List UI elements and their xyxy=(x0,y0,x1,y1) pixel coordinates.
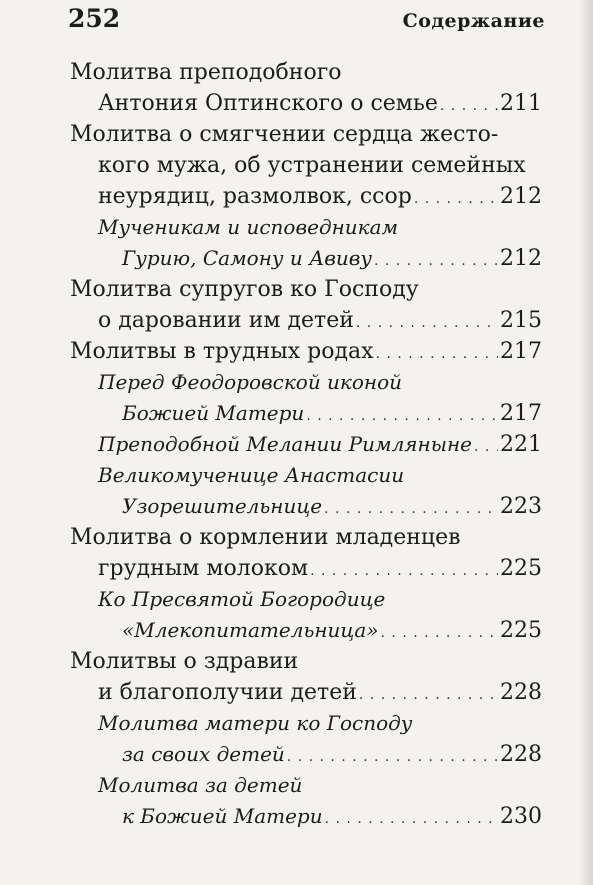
toc-entry-title: грудным молоком xyxy=(98,556,309,581)
toc-page-number: 212 xyxy=(500,246,542,271)
toc-entry-title: о даровании им детей xyxy=(98,308,354,333)
toc-entry xyxy=(70,522,542,584)
dot-leader xyxy=(414,184,498,215)
toc-line xyxy=(70,274,542,305)
toc-entry-title: Молитва о кормлении младенцев xyxy=(70,525,461,550)
toc-line xyxy=(70,88,542,119)
toc-entry-title: Узорешительнице xyxy=(122,494,323,518)
toc-entry-title: Гурию, Самону и Авиву xyxy=(122,246,372,270)
toc-line xyxy=(70,522,542,553)
toc-line xyxy=(70,367,542,398)
toc-entry xyxy=(70,119,542,212)
toc-entry xyxy=(70,460,542,522)
dot-leader xyxy=(324,494,498,525)
page-number: 252 xyxy=(68,4,121,33)
toc-entry-title: Мученикам и исповедникам xyxy=(98,215,399,239)
toc-entry-title: Молитвы о здравии xyxy=(70,649,299,674)
toc-line xyxy=(70,646,542,677)
toc-line xyxy=(70,243,542,274)
dot-leader xyxy=(381,618,498,649)
dot-leader xyxy=(440,91,498,122)
toc-entry-title: «Млекопитательница» xyxy=(122,618,379,642)
toc-line xyxy=(70,429,542,460)
toc-page-number: 225 xyxy=(500,618,542,643)
toc-entry-title: за своих детей xyxy=(122,742,285,766)
toc-line xyxy=(70,212,542,243)
toc-entry-title: Молитва супругов ко Господу xyxy=(70,277,419,302)
toc-page-number: 221 xyxy=(500,432,542,457)
toc-line xyxy=(70,119,542,150)
toc-entry-title: Ко Пресвятой Богородице xyxy=(98,587,386,611)
toc-line xyxy=(70,677,542,708)
running-head: Содержание xyxy=(402,10,545,32)
toc-entry xyxy=(70,708,542,770)
toc-entry xyxy=(70,336,542,367)
toc-entry xyxy=(70,212,542,274)
toc-entry xyxy=(70,646,542,708)
toc-entry-title: неурядиц, размолвок, ссор xyxy=(98,184,412,209)
toc-entry-title: и благополучии детей xyxy=(98,680,357,705)
toc-page-number: 212 xyxy=(500,184,542,209)
page-edge-shadow xyxy=(579,0,593,885)
toc-page-number: 215 xyxy=(500,308,542,333)
toc-line xyxy=(70,181,542,212)
toc-entry xyxy=(70,429,542,460)
dot-leader xyxy=(310,556,498,587)
toc-entry-title: Молитва преподобного xyxy=(70,60,342,85)
toc-line xyxy=(70,336,542,367)
dot-leader xyxy=(287,742,498,773)
toc-page-number: 217 xyxy=(500,401,542,426)
toc-entry-title: Преподобной Мелании Римляныне xyxy=(98,432,473,456)
toc-page-number: 217 xyxy=(500,339,542,364)
toc-line xyxy=(70,770,542,801)
toc-entry-title: кого мужа, об устранении семейных xyxy=(98,153,526,178)
toc-line xyxy=(70,615,542,646)
dot-leader xyxy=(374,246,498,277)
dot-leader xyxy=(306,401,498,432)
toc-entry-title: Антония Оптинского о семье xyxy=(98,91,438,116)
table-of-contents xyxy=(70,57,542,832)
toc-entry-title: к Божией Матери xyxy=(122,804,323,828)
toc-entry xyxy=(70,367,542,429)
toc-page-number: 230 xyxy=(500,804,542,829)
toc-entry xyxy=(70,770,542,832)
dot-leader xyxy=(356,308,498,339)
toc-line xyxy=(70,150,542,181)
toc-line xyxy=(70,801,542,832)
toc-entry-title: Молитва матери ко Господу xyxy=(98,711,413,735)
toc-line xyxy=(70,584,542,615)
toc-page-number: 228 xyxy=(500,742,542,767)
toc-line xyxy=(70,398,542,429)
toc-entry-title: Молитвы в трудных родах xyxy=(70,339,374,364)
page-header xyxy=(68,0,545,50)
toc-entry-title: Божией Матери xyxy=(122,401,305,425)
toc-entry-title: Молитва за детей xyxy=(98,773,303,797)
toc-line xyxy=(70,553,542,584)
toc-line xyxy=(70,460,542,491)
dot-leader xyxy=(325,804,498,835)
dot-leader xyxy=(376,339,498,370)
toc-entry-title: Молитва о смягчении сердца жесто- xyxy=(70,122,499,147)
toc-line xyxy=(70,739,542,770)
dot-leader xyxy=(474,432,498,463)
toc-page-number: 225 xyxy=(500,556,542,581)
toc-entry xyxy=(70,274,542,336)
toc-page-number: 223 xyxy=(500,494,542,519)
toc-line xyxy=(70,305,542,336)
toc-page-number: 211 xyxy=(500,91,542,116)
toc-entry-title: Великомученице Анастасии xyxy=(98,463,405,487)
toc-page-number: 228 xyxy=(500,680,542,705)
toc-entry-title: Перед Феодоровской иконой xyxy=(98,370,403,394)
toc-line xyxy=(70,491,542,522)
toc-line xyxy=(70,57,542,88)
toc-line xyxy=(70,708,542,739)
toc-entry xyxy=(70,57,542,119)
dot-leader xyxy=(359,680,498,711)
toc-entry xyxy=(70,584,542,646)
